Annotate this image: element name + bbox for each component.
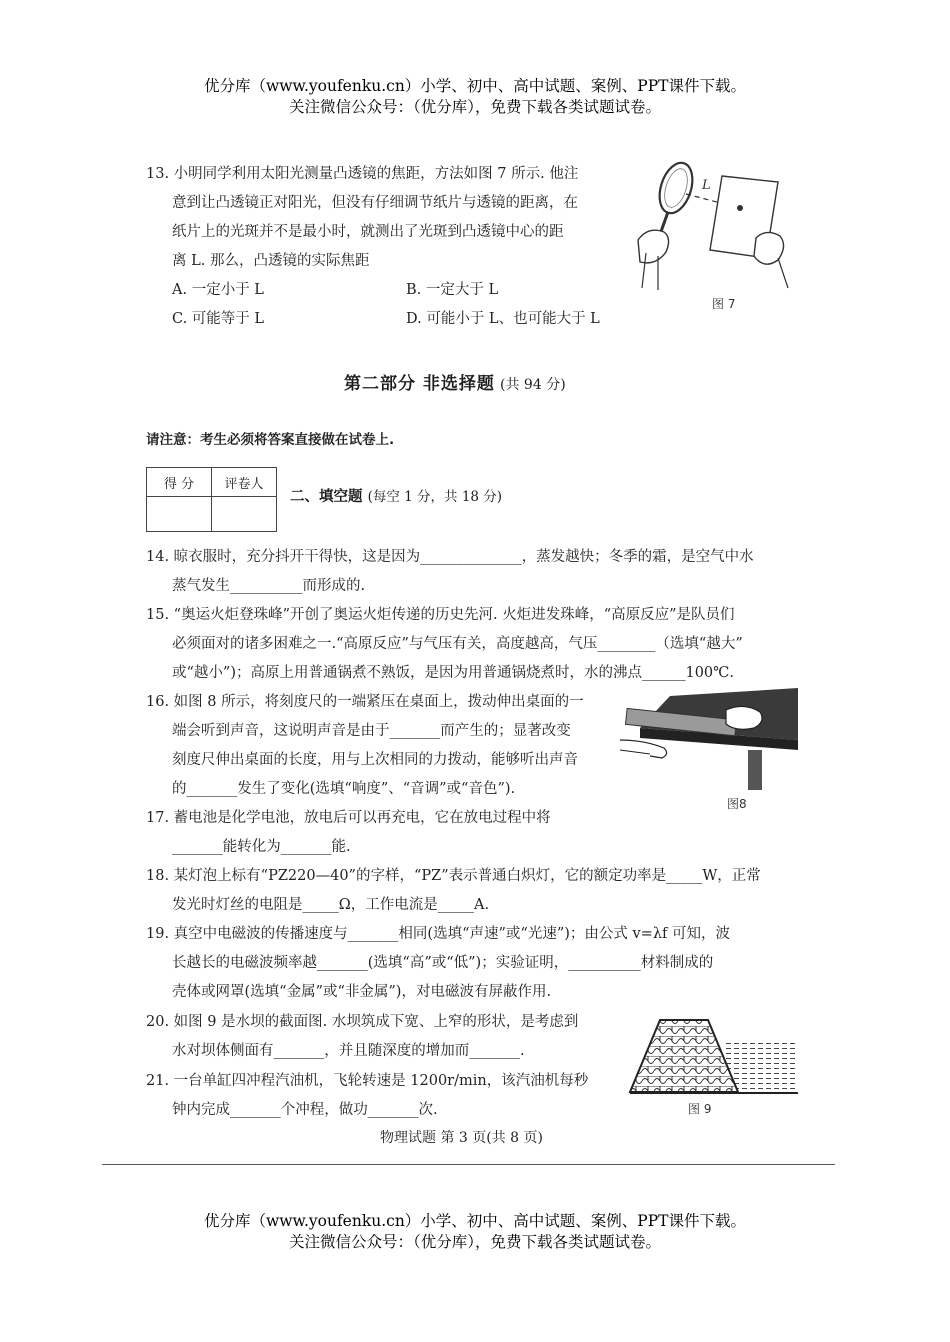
q18-line-1: 18. 某灯泡上标有“PZ220—40”的字样，“PZ”表示普通白炽灯，它的额定功率是_____W，正常: [146, 868, 761, 884]
watermark-bottom: [0, 1211, 950, 1253]
watermark-line-1: 优分库（www.youfenku.cn）小学、初中、高中试题、案例、PPT课件下载。: [203, 77, 747, 95]
figure-7-caption: 图 7: [712, 297, 736, 311]
divider-line: [102, 1164, 835, 1165]
q19-line-1: 19. 真空中电磁波的传播速度与_______相同(选填“声速”或“光速”)；由公式 v=λf 可知，波: [146, 926, 730, 942]
q16-line-1: 16. 如图 8 所示，将刻度尺的一端紧压在桌面上，拨动伸出桌面的一: [146, 694, 584, 710]
q21-line-2: 钟内完成_______个冲程，做功_______次.: [172, 1102, 438, 1118]
q16-line-4: 的_______发生了变化(选填“响度”、“音调”或“音色”).: [172, 781, 516, 797]
part-2-title: 第二部分 非选择题: [344, 374, 495, 394]
part-2-heading: [344, 369, 566, 394]
score-table: [146, 467, 277, 532]
q15-line-2: 必须面对的诸多困难之一.“高原反应”与气压有关，高度越高，气压________（选填“越大”: [172, 636, 743, 652]
q13-option-d: D. 可能小于 L、也可能大于 L: [406, 311, 600, 327]
figure-9-dam-illustration: [630, 1016, 800, 1096]
q13-line-1: 13. 小明同学利用太阳光测量凸透镜的焦距，方法如图 7 所示. 他注: [146, 166, 579, 182]
q20-line-2: 水对坝体侧面有_______，并且随深度的增加而_______.: [172, 1043, 525, 1059]
q14-line-1: 14. 晾衣服时，充分抖开干得快，这是因为______________，蒸发越快；冬季的霜，是空气中水: [146, 549, 754, 565]
q14-line-2: 蒸气发生__________而形成的.: [172, 578, 366, 594]
q15-line-3: 或“越小”)；高原上用普通锅煮不熟饭，是因为用普通锅烧煮时，水的沸点______100℃.: [172, 665, 734, 681]
watermark-line-1: 优分库（www.youfenku.cn）小学、初中、高中试题、案例、PPT课件下载。: [203, 1212, 747, 1230]
q13-option-b: B. 一定大于 L: [406, 282, 499, 298]
q15-line-1: 15. “奥运火炬登珠峰”开创了奥运火炬传递的历史先河. 火炬进发珠峰，“高原反应”是队员们: [146, 607, 735, 623]
section-2-heading: [290, 485, 502, 506]
q19-line-3: 壳体或网罩(选填“金属”或“非金属”)，对电磁波有屏蔽作用.: [172, 984, 552, 1000]
part-2-score: (共 94 分): [500, 377, 566, 393]
q16-line-2: 端会听到声音，这说明声音是由于_______而产生的；显著改变: [172, 723, 571, 739]
q13-line-3: 纸片上的光斑并不是最小时，就测出了光斑到凸透镜中心的距: [172, 224, 564, 240]
q13-line-2: 意到让凸透镜正对阳光，但没有仔细调节纸片与透镜的距离，在: [172, 195, 578, 211]
figure-7-letter-l: L: [702, 178, 711, 193]
grader-header: 评卷人: [212, 468, 277, 497]
answer-notice: 请注意：考生必须将答案直接做在试卷上.: [146, 432, 395, 448]
figure-9-caption: 图 9: [688, 1102, 712, 1116]
q21-line-1: 21. 一台单缸四冲程汽油机，飞轮转速是 1200r/min，该汽油机每秒: [146, 1073, 589, 1089]
score-cell: [147, 497, 212, 532]
q13-option-a: A. 一定小于 L: [172, 282, 264, 298]
q17-line-2: _______能转化为_______能.: [172, 839, 351, 855]
q16-line-3: 刻度尺伸出桌面的长度，用与上次相同的力拨动，能够听出声音: [172, 752, 578, 768]
q13-option-c: C. 可能等于 L: [172, 311, 265, 327]
score-header: 得 分: [147, 468, 212, 497]
page-footer: 物理试题 第 3 页(共 8 页): [380, 1130, 543, 1146]
watermark-line-2: 关注微信公众号：（优分库），免费下载各类试题试卷。: [288, 1233, 661, 1251]
q20-line-1: 20. 如图 9 是水坝的截面图. 水坝筑成下宽、上窄的形状，是考虑到: [146, 1014, 579, 1030]
figure-8-caption: 图8: [727, 797, 747, 811]
section-2-note: (每空 1 分，共 18 分): [367, 489, 503, 505]
figure-7-lens-illustration: [628, 158, 804, 298]
q13-line-4: 离 L. 那么，凸透镜的实际焦距: [172, 253, 370, 269]
grader-cell: [212, 497, 277, 532]
section-2-title: 二、填空题: [290, 489, 363, 505]
figure-8-ruler-illustration: [630, 688, 798, 790]
q19-line-2: 长越长的电磁波频率越_______(选填“高”或“低”)；实验证明，__________材料制成的: [172, 955, 714, 971]
watermark-line-2: 关注微信公众号：（优分库），免费下载各类试题试卷。: [288, 98, 661, 116]
q17-line-1: 17. 蓄电池是化学电池，放电后可以再充电，它在放电过程中将: [146, 810, 551, 826]
q18-line-2: 发光时灯丝的电阻是_____Ω，工作电流是_____A.: [172, 897, 490, 913]
